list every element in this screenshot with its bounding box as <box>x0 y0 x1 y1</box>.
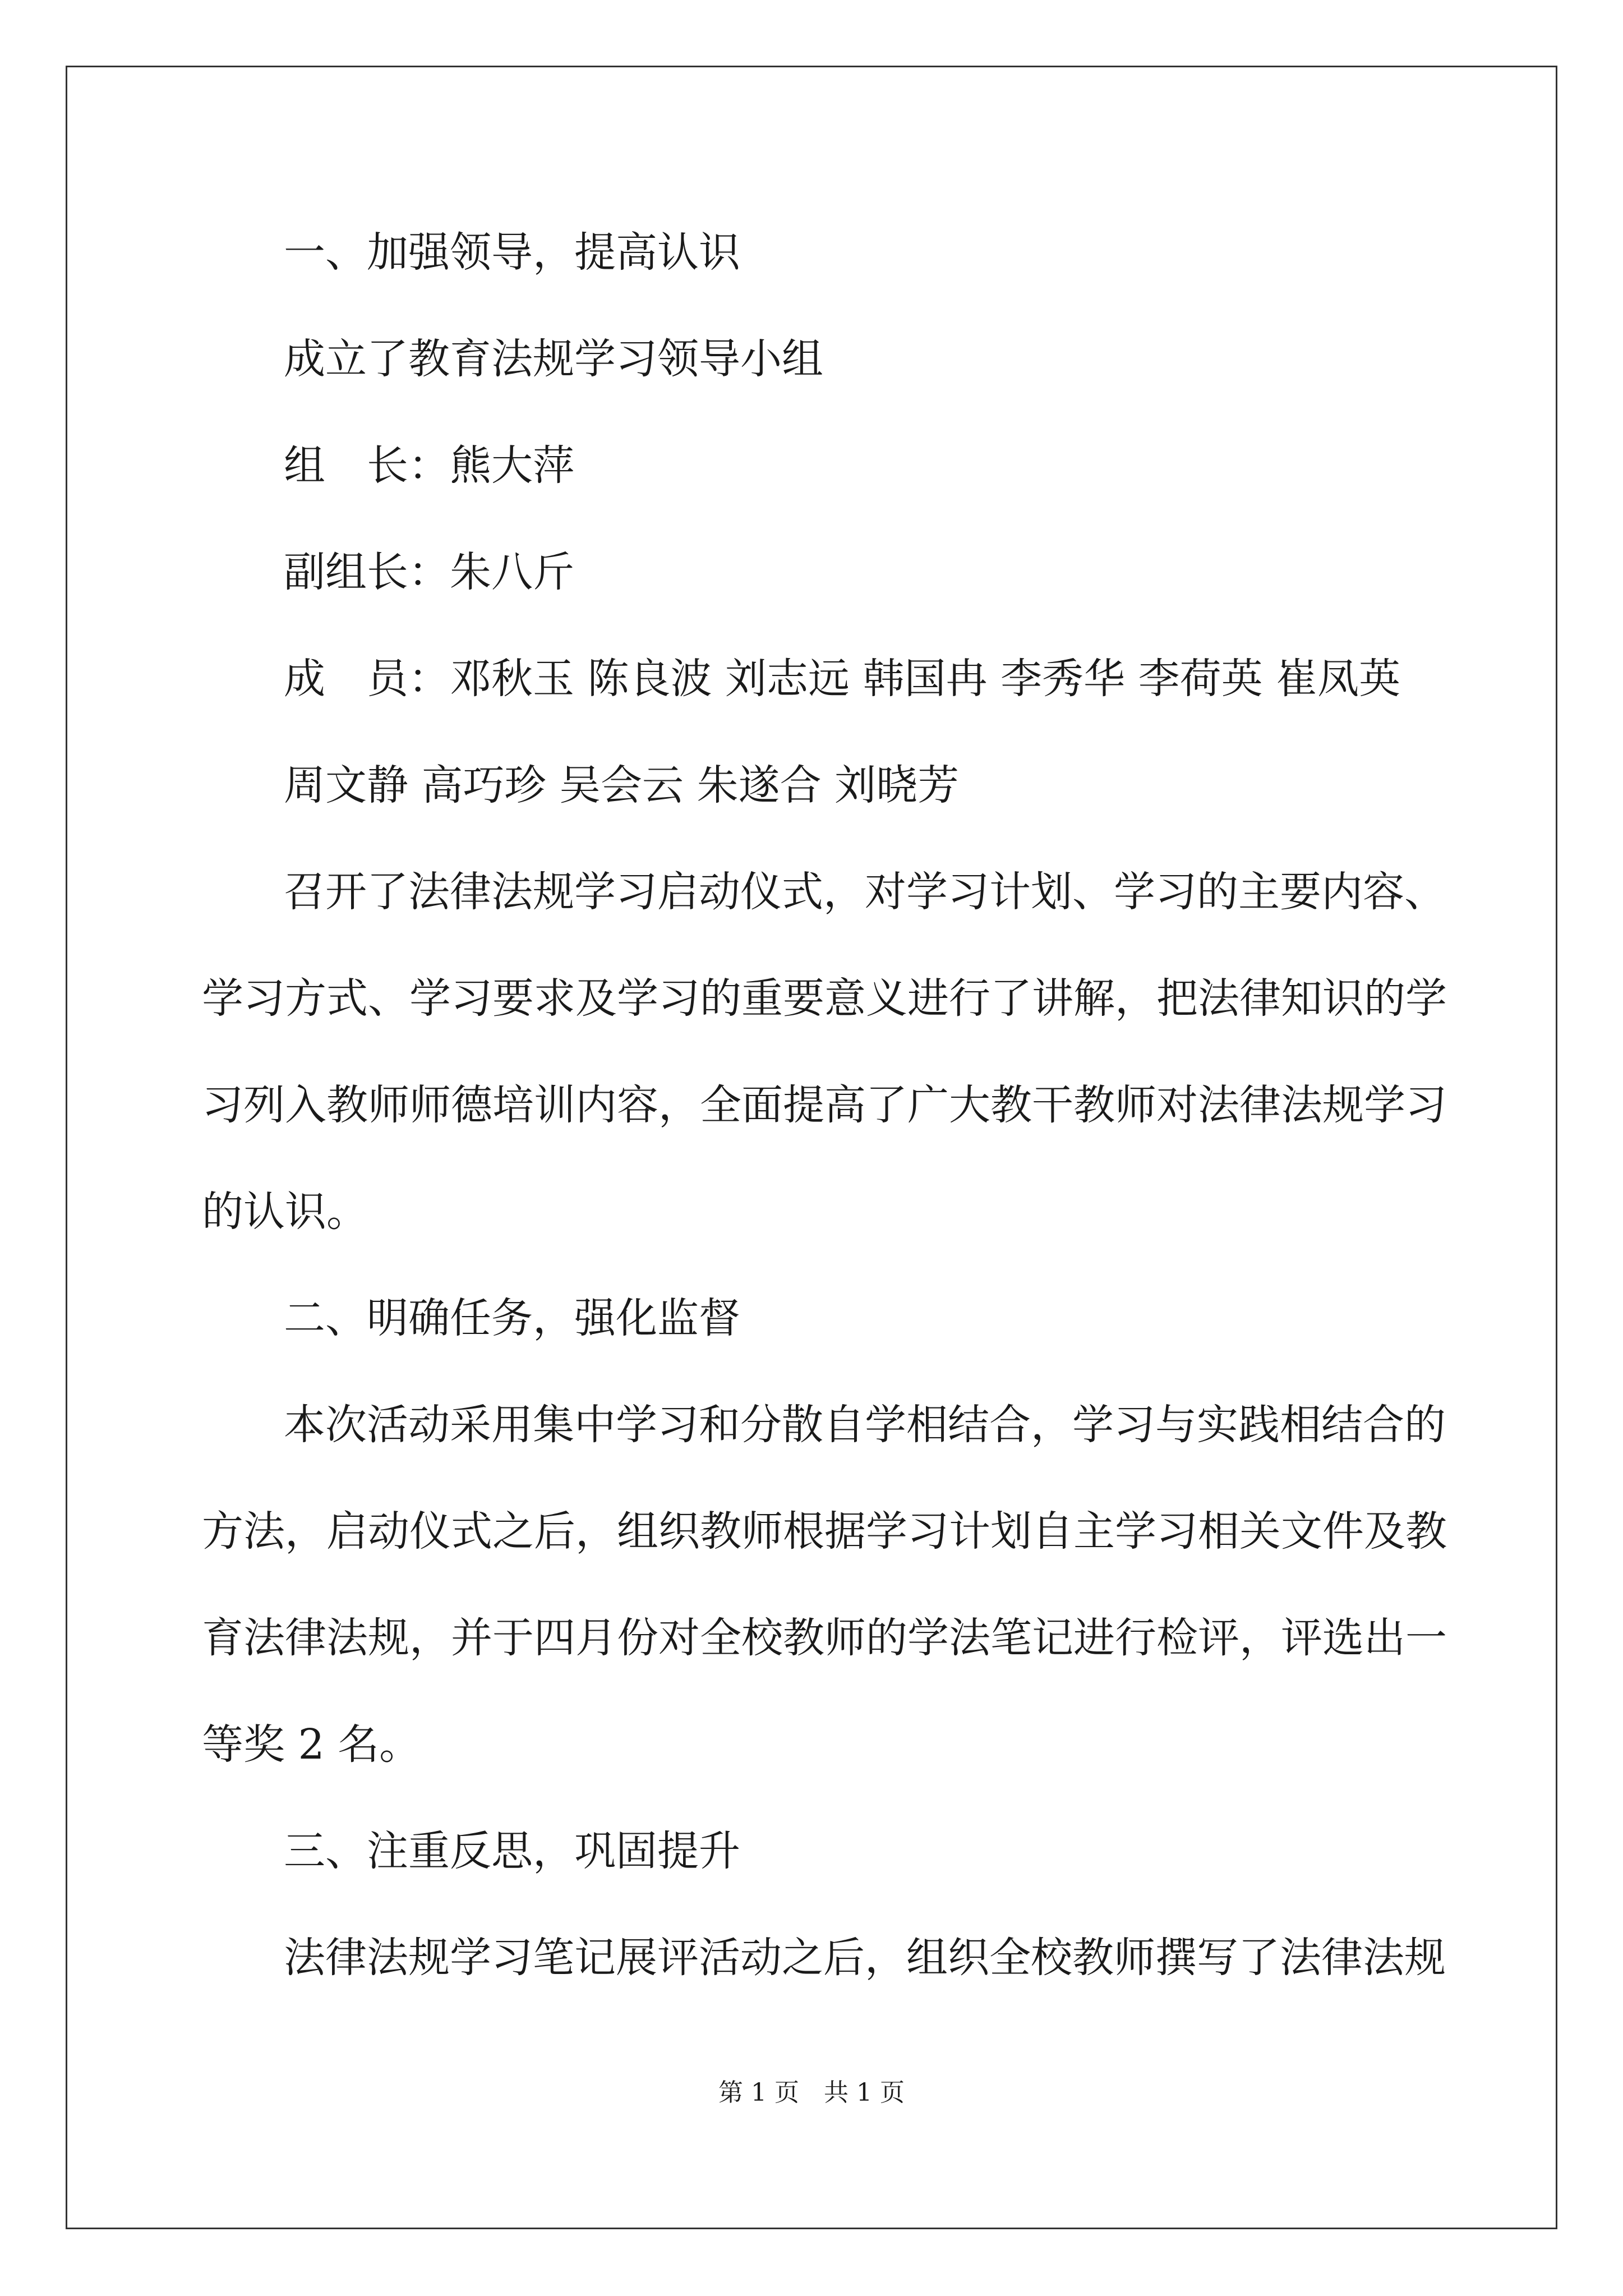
heading-section-1: 一、加强领导，提高认识 <box>284 228 740 277</box>
page-number-current: 第 1 页 <box>718 2078 799 2107</box>
heading-section-2: 二、明确任务，强化监督 <box>284 1294 740 1342</box>
paragraph-line: 方法，启动仪式之后，组织教师根据学习计划自主学习相关文件及教 <box>202 1507 1447 1556</box>
paragraph-line: 学习方式、学习要求及学习的重要意义进行了讲解，把法律知识的学 <box>202 974 1447 1023</box>
paragraph-line: 的认识。 <box>202 1188 368 1236</box>
paragraph-line: 育法律法规，并于四月份对全校教师的学法笔记进行检评，评选出一 <box>202 1614 1447 1662</box>
members-line: 成 员：邓秋玉 陈良波 刘志远 韩国冉 李秀华 李荷英 崔凤英 <box>284 655 1401 703</box>
paragraph-line: 成立了教育法规学习领导小组 <box>284 335 823 383</box>
paragraph-line: 法律法规学习笔记展评活动之后，组织全校教师撰写了法律法规 <box>284 1934 1446 1982</box>
heading-section-3: 三、注重反思，巩固提升 <box>284 1827 740 1875</box>
deputy-leader-line: 副组长：朱八斤 <box>284 548 574 596</box>
members-line-continued: 周文静 高巧珍 吴会云 朱遂合 刘晓芳 <box>284 761 960 809</box>
page-footer <box>0 2076 1623 2110</box>
paragraph-line: 本次活动采用集中学习和分散自学相结合，学习与实践相结合的 <box>284 1401 1446 1449</box>
paragraph-line: 召开了法律法规学习启动仪式，对学习计划、学习的主要内容、 <box>284 868 1446 916</box>
page-number-total: 共 1 页 <box>824 2078 905 2107</box>
paragraph-line: 习列入教师师德培训内容，全面提高了广大教干教师对法律法规学习 <box>202 1081 1447 1129</box>
group-leader-line: 组 长：熊大萍 <box>284 441 574 490</box>
paragraph-line: 等奖 2 名。 <box>202 1720 421 1769</box>
